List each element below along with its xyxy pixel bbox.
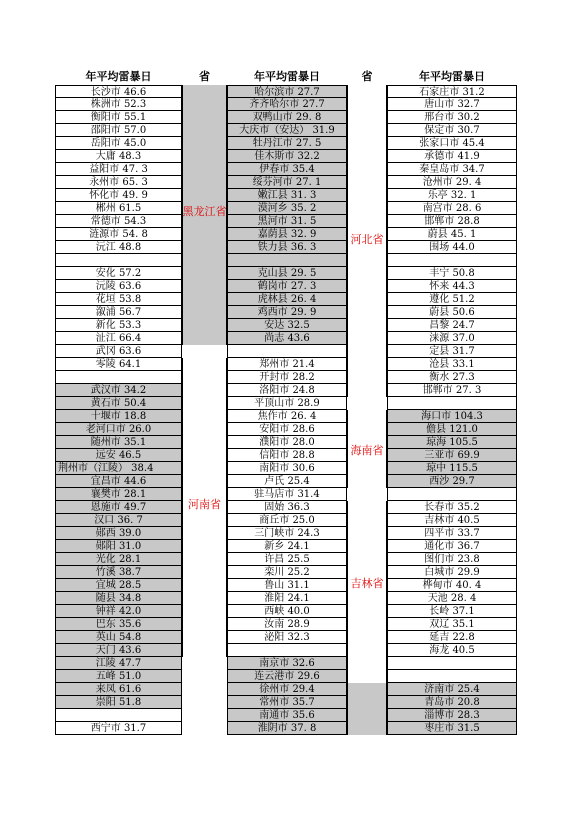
table-cell: 南通市 35.6: [227, 709, 347, 722]
table-cell: 沅江 48.8: [55, 241, 182, 254]
table-cell: 西峡 40.0: [227, 605, 347, 618]
table-cell: 恩施市 49.7: [55, 501, 182, 514]
table-cell: 绥芬河市 27. 1: [227, 176, 347, 189]
table-cell: 秦皇岛市 34.7: [387, 163, 517, 176]
table-cell: 十堰市 18.8: [55, 410, 182, 423]
table-cell: 沧州市 29. 4: [387, 176, 517, 189]
table-cell: 邯郸市 27. 3: [387, 384, 517, 397]
table-cell: 鹤岗市 27. 3: [227, 280, 347, 293]
table-cell: 沧县 33.1: [387, 358, 517, 371]
table-cell: 濮阳市 28.0: [227, 436, 347, 449]
table-cell: 五峰 51.0: [55, 670, 182, 683]
table-cell: 承德市 41.9: [387, 150, 517, 163]
table-cell: 开封市 28.2: [227, 371, 347, 384]
table-cell: 石家庄市 31.2: [387, 85, 517, 98]
table-cell: 常德市 54.3: [55, 215, 182, 228]
table-cell: 新化 53.3: [55, 319, 182, 332]
table-cell: 驻马店市 31.4: [227, 488, 347, 501]
table-cell: 海口市 104.3: [387, 410, 517, 423]
header-col3: 年平均雷暴日: [254, 70, 320, 83]
table-cell: 衡阳市 55.1: [55, 111, 182, 124]
table-cell: [55, 254, 182, 267]
province-block-jiangsu-shandong: [347, 683, 387, 735]
table-cell: 沚江 66.4: [55, 332, 182, 345]
table-cell: 商丘市 25.0: [227, 514, 347, 527]
province-jilin: 吉林省: [350, 577, 384, 590]
table-cell: 琼海 105.5: [387, 436, 517, 449]
table-cell: 长岭 37.1: [387, 605, 517, 618]
table-cell: [227, 254, 347, 267]
table-cell: 三亚市 69.9: [387, 449, 517, 462]
table-cell: 巴东 35.6: [55, 618, 182, 631]
table-cell: 郴州 61.5: [55, 202, 182, 215]
table-cell: 岳阳市 45.0: [55, 137, 182, 150]
table-cell: 长春市 35.2: [387, 501, 517, 514]
table-cell: 远安 46.5: [55, 449, 182, 462]
table-cell: 涟源市 54. 8: [55, 228, 182, 241]
table-cell: 遵化 51.2: [387, 293, 517, 306]
table-cell: 老河口市 26.0: [55, 423, 182, 436]
table-cell: 安达 32.5: [227, 319, 347, 332]
table-cell: 琼中 115.5: [387, 462, 517, 475]
table-cell: 长沙市 46.6: [55, 85, 182, 98]
table-cell: 信阳市 28.8: [227, 449, 347, 462]
table-cell: [387, 254, 517, 267]
table-cell: 三门峡市 24.3: [227, 527, 347, 540]
table-cell: 虎林县 26. 4: [227, 293, 347, 306]
table-cell: 蔚县 50.6: [387, 306, 517, 319]
table-cell: 西沙 29.7: [387, 475, 517, 488]
table-cell: 天池 28. 4: [387, 592, 517, 605]
table-cell: 海龙 40.5: [387, 644, 517, 657]
table-cell: 牡丹江市 27. 5: [227, 137, 347, 150]
table-cell: 泌阳 32.3: [227, 631, 347, 644]
table-cell: [387, 488, 517, 501]
table-cell: 双鸭山市 29. 8: [227, 111, 347, 124]
table-cell: 连云港市 29.6: [227, 670, 347, 683]
table-cell: 邵阳市 57.0: [55, 124, 182, 137]
table-cell: 宜昌市 44.6: [55, 475, 182, 488]
table-cell: [387, 397, 517, 410]
table-cell: 益阳市 47. 3: [55, 163, 182, 176]
table-cell: 随州市 35.1: [55, 436, 182, 449]
table-cell: 张家口市 45.4: [387, 137, 517, 150]
table-cell: 铁力县 36. 3: [227, 241, 347, 254]
table-cell: 英山 54.8: [55, 631, 182, 644]
table-cell: 淄博市 28.3: [387, 709, 517, 722]
table-cell: 安化 57.2: [55, 267, 182, 280]
table-cell: 竹溪 38.7: [55, 566, 182, 579]
table-cell: 漠河乡 35. 2: [227, 202, 347, 215]
table-cell: 焦作市 26. 4: [227, 410, 347, 423]
table-cell: 大庸 48.3: [55, 150, 182, 163]
table-cell: 淮阳 24.1: [227, 592, 347, 605]
province-block-jilin: [347, 501, 387, 683]
table-cell: 乐亭 32. 1: [387, 189, 517, 202]
table-cell: [227, 345, 347, 358]
table-cell: 枣庄市 31.5: [387, 722, 517, 735]
table-cell: 卢氏 25.4: [227, 475, 347, 488]
table-cell: 武冈 63.6: [55, 345, 182, 358]
table-cell: 光化 28.1: [55, 553, 182, 566]
table-cell: 佳木斯市 32.2: [227, 150, 347, 163]
table-cell: 郧西 39.0: [55, 527, 182, 540]
table-cell: 涞源 37.0: [387, 332, 517, 345]
table-cell: 吉林市 40.5: [387, 514, 517, 527]
table-cell: 定县 31.7: [387, 345, 517, 358]
table-cell: 邯郸市 28.8: [387, 215, 517, 228]
table-cell: 襄樊市 28.1: [55, 488, 182, 501]
table-cell: 随县 34.8: [55, 592, 182, 605]
table-cell: 西宁市 31.7: [55, 722, 182, 735]
table-cell: 零陵 64.1: [55, 358, 182, 371]
table-cell: 青岛市 20.8: [387, 696, 517, 709]
table-cell: 哈尔滨市 27.7: [227, 85, 347, 98]
table-cell: 鸡西市 29. 9: [227, 306, 347, 319]
table-cell: 黄石市 50.4: [55, 397, 182, 410]
province-henan: 河南省: [188, 498, 221, 511]
table-cell: 围场 44.0: [387, 241, 517, 254]
table-cell: 桦甸市 40. 4: [387, 579, 517, 592]
table-cell: 江陵 47.7: [55, 657, 182, 670]
table-cell: 钟祥 42.0: [55, 605, 182, 618]
province-hainan: 海南省: [350, 444, 384, 457]
table-cell: 儋县 121.0: [387, 423, 517, 436]
table-cell: [55, 709, 182, 722]
table-cell: 来凤 61.6: [55, 683, 182, 696]
table-cell: 永州市 65. 3: [55, 176, 182, 189]
table-cell: 丰宁 50.8: [387, 267, 517, 280]
table-cell: 花垣 53.8: [55, 293, 182, 306]
table-cell: 郑州市 21.4: [227, 358, 347, 371]
header-province-1: 省: [199, 70, 210, 83]
table-cell: [55, 371, 182, 384]
province-heilongjiang: 黑龙江省: [182, 205, 227, 218]
table-cell: 沅陵 63.6: [55, 280, 182, 293]
table-cell: 四平市 33.7: [387, 527, 517, 540]
table-cell: 济南市 25.4: [387, 683, 517, 696]
header-province-2: 省: [361, 70, 373, 83]
table-cell: 衡水 27.3: [387, 371, 517, 384]
province-hebei: 河北省: [350, 233, 384, 246]
table-cell: 唐山市 32.7: [387, 98, 517, 111]
table-cell: 双辽 35.1: [387, 618, 517, 631]
header-col5: 年平均雷暴日: [419, 70, 485, 83]
table-cell: 崇阳 51.8: [55, 696, 182, 709]
table-cell: 郧阳 31.0: [55, 540, 182, 553]
table-cell: 荆州市（江陵） 38.4: [55, 462, 182, 475]
table-cell: [387, 657, 517, 670]
table-cell: 大庆市（安达） 31.9: [227, 124, 347, 137]
table-cell: 邢台市 30.2: [387, 111, 517, 124]
table-cell: [227, 644, 347, 657]
table-cell: 固始 36.3: [227, 501, 347, 514]
table-cell: 尚志 43.6: [227, 332, 347, 345]
table-cell: 齐齐哈尔市 27.7: [227, 98, 347, 111]
table-cell: 平顶山市 28.9: [227, 397, 347, 410]
table-cell: [387, 670, 517, 683]
table-cell: 通化市 36.7: [387, 540, 517, 553]
table-cell: 新乡 24.1: [227, 540, 347, 553]
table-cell: 汝南 28.9: [227, 618, 347, 631]
table-cell: 延吉 22.8: [387, 631, 517, 644]
table-cell: 武汉市 34.2: [55, 384, 182, 397]
table-cell: 溆浦 56.7: [55, 306, 182, 319]
table-cell: 鲁山 31.1: [227, 579, 347, 592]
table-cell: 怀来 44.3: [387, 280, 517, 293]
table-cell: 徐州市 29.4: [227, 683, 347, 696]
table-cell: 克山县 29. 5: [227, 267, 347, 280]
table-cell: 南阳市 30.6: [227, 462, 347, 475]
table-cell: 南宫市 28. 6: [387, 202, 517, 215]
table-cell: 黑河市 31. 5: [227, 215, 347, 228]
table-cell: 天门 43.6: [55, 644, 182, 657]
table-cell: 白城市 29.9: [387, 566, 517, 579]
table-cell: 株洲市 52.3: [55, 98, 182, 111]
table-cell: 淮阴市 37. 8: [227, 722, 347, 735]
table-cell: 安阳市 28.6: [227, 423, 347, 436]
table-cell: 洛阳市 24.8: [227, 384, 347, 397]
table-cell: 栾川 25.2: [227, 566, 347, 579]
table-cell: 宜城 28.5: [55, 579, 182, 592]
table-cell: 怀化市 49. 9: [55, 189, 182, 202]
table-cell: 昌黎 24.7: [387, 319, 517, 332]
table-cell: 伊春市 35.4: [227, 163, 347, 176]
table-cell: 常州市 35.7: [227, 696, 347, 709]
header-col1: 年平均雷暴日: [85, 70, 152, 83]
table-cell: 图们市 23.8: [387, 553, 517, 566]
table-cell: 许昌 25.5: [227, 553, 347, 566]
table-cell: 蔚县 45. 1: [387, 228, 517, 241]
table-cell: 嫩江县 31. 3: [227, 189, 347, 202]
table-cell: 汉口 36. 7: [55, 514, 182, 527]
table-cell: 保定市 30.7: [387, 124, 517, 137]
table-cell: 嘉荫县 32. 9: [227, 228, 347, 241]
table-cell: 南京市 32.6: [227, 657, 347, 670]
